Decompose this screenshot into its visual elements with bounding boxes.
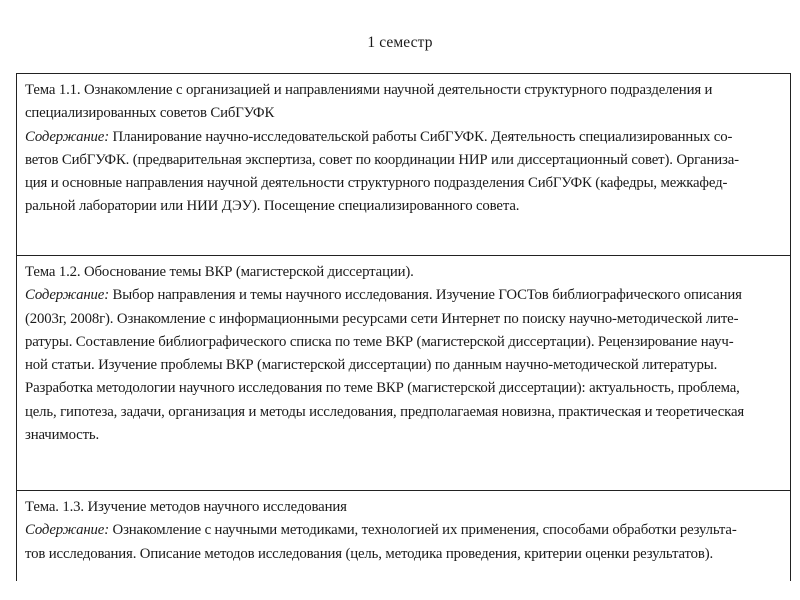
line-text: (2003г, 2008г). Ознакомление с информационными ресурсами сети Интернет по поиску научно-методической лите- [25, 310, 739, 327]
text-line [25, 195, 782, 218]
line-label: Содержание: [25, 287, 109, 304]
text-line [25, 149, 782, 172]
line-text: ной статьи. Изучение проблемы ВКР (магистерской диссертации) по данным научно-методической литературы. [25, 357, 718, 374]
line-text: значимость. [25, 427, 100, 444]
line-text: Тема 1.2. Обоснование темы ВКР (магистерской диссертации). [25, 264, 414, 280]
line-text: ральной лаборатории или НИИ ДЭУ). Посещение специализированного совета. [25, 198, 520, 215]
line-text: ратуры. Составление библиографического списка по теме ВКР (магистерской диссертации). Рецензирование науч- [25, 333, 734, 350]
text-line [25, 308, 782, 331]
text-line [25, 284, 782, 307]
text-line [25, 401, 782, 424]
page-title: 1 семестр [367, 34, 433, 51]
text-line [25, 331, 782, 354]
text-line [25, 543, 782, 566]
text-line [25, 79, 782, 102]
line-text: Планирование научно-исследовательской работы СибГУФК. Деятельность специализированных со- [109, 128, 733, 145]
text-line [25, 261, 782, 284]
line-text: ветов СибГУФК. (предварительная экспертиза, совет по координации НИР или диссертационный совет). Организа- [25, 151, 739, 168]
line-text: специализированных советов СибГУФК [25, 105, 275, 122]
topic-row-1-3 [17, 491, 790, 581]
text-line [25, 126, 782, 149]
text-line [25, 354, 782, 377]
line-text: ция и основные направления научной деятельности структурного подразделения СибГУФК (кафедры, межкафед- [25, 175, 728, 192]
text-line [25, 377, 782, 400]
line-text: Ознакомление с научными методиками, технологией их применения, способами обработки результа- [109, 522, 737, 539]
text-line [25, 424, 782, 447]
topic-row-1-2 [17, 256, 790, 491]
line-text: Тема 1.1. Ознакомление с организацией и направлениями научной деятельности структурного подразделения и [25, 82, 713, 98]
text-line [25, 102, 782, 125]
line-text: тов исследования. Описание методов исследования (цель, методика проведения, критерии оценки результатов). [25, 545, 714, 562]
topic-row-1-1 [17, 74, 790, 256]
line-text: Тема. 1.3. Изучение методов научного исследования [25, 499, 347, 515]
text-line [25, 172, 782, 195]
text-line [25, 519, 782, 542]
text-line [25, 496, 782, 519]
line-text: Выбор направления и темы научного исследования. Изучение ГОСТов библиографического описания [109, 287, 742, 304]
line-label: Содержание: [25, 128, 109, 145]
line-label: Содержание: [25, 522, 109, 539]
line-text: Разработка методологии научного исследования по теме ВКР (магистерской диссертации): актуальность, проблема, [25, 380, 740, 397]
line-text: цель, гипотеза, задачи, организация и методы исследования, предполагаемая новизна, практическая и теоретическая [25, 403, 745, 420]
topics-table [16, 73, 791, 581]
